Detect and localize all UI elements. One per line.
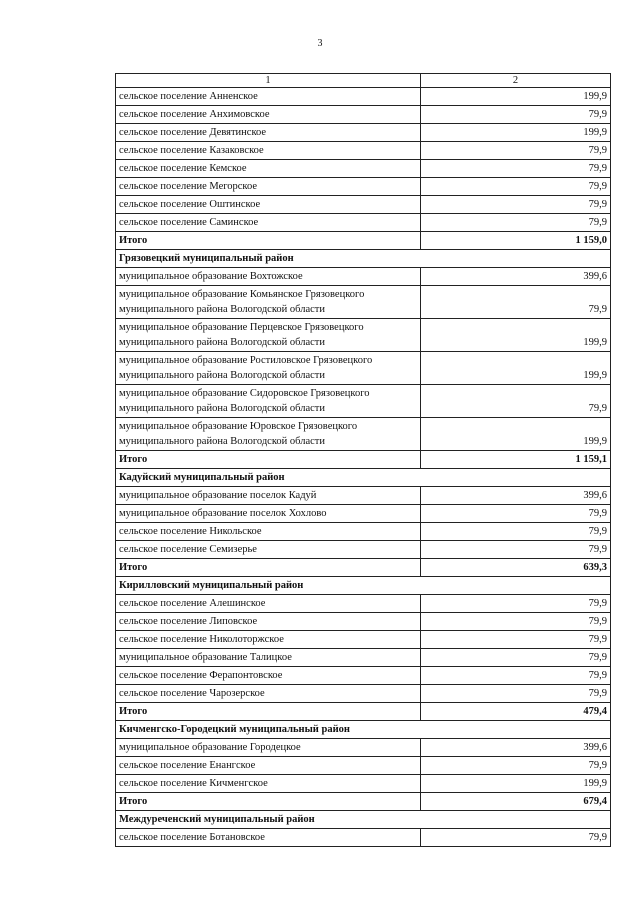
- table-row: [116, 757, 611, 775]
- amount-value: 79,9: [421, 160, 611, 178]
- total-row: [116, 559, 611, 577]
- settlement-name: сельское поселение Ферапонтовское: [116, 667, 421, 685]
- district-header-row: [116, 250, 611, 268]
- total-label: Итого: [116, 703, 421, 721]
- total-label: Итого: [116, 232, 421, 250]
- amount-value: 79,9: [421, 829, 611, 847]
- table-row: [116, 739, 611, 757]
- table-body: [116, 88, 611, 847]
- settlement-name: сельское поселение Оштинское: [116, 196, 421, 214]
- amount-value: 79,9: [421, 541, 611, 559]
- table-row: [116, 160, 611, 178]
- district-header-row: [116, 577, 611, 595]
- settlement-name: сельское поселение Ботановское: [116, 829, 421, 847]
- settlement-name: сельское поселение Казаковское: [116, 142, 421, 160]
- settlement-name: сельское поселение Алешинское: [116, 595, 421, 613]
- total-row: [116, 793, 611, 811]
- district-name: Кичменгско-Городецкий муниципальный район: [116, 721, 611, 739]
- amount-value: 79,9: [421, 385, 611, 418]
- settlement-name: сельское поселение Анненское: [116, 88, 421, 106]
- settlement-name: сельское поселение Семизерье: [116, 541, 421, 559]
- settlement-name: муниципальное образование поселок Кадуй: [116, 487, 421, 505]
- table-row: [116, 595, 611, 613]
- table-row: [116, 649, 611, 667]
- total-value: 639,3: [421, 559, 611, 577]
- district-name: Кадуйский муниципальный район: [116, 469, 611, 487]
- total-label: Итого: [116, 793, 421, 811]
- settlement-name: сельское поселение Кемское: [116, 160, 421, 178]
- district-header-row: [116, 721, 611, 739]
- settlement-name: муниципальное образование поселок Хохлово: [116, 505, 421, 523]
- amount-value: 79,9: [421, 667, 611, 685]
- settlement-name: муниципальное образование Перцевское Грязовецкого муниципального района Вологодской области: [116, 319, 421, 352]
- amount-value: 399,6: [421, 739, 611, 757]
- settlement-name: сельское поселение Девятинское: [116, 124, 421, 142]
- settlement-name: муниципальное образование Ростиловское Грязовецкого муниципального района Вологодской области: [116, 352, 421, 385]
- table-row: [116, 196, 611, 214]
- settlement-name: сельское поселение Николоторжское: [116, 631, 421, 649]
- amount-value: 399,6: [421, 268, 611, 286]
- table-row: [116, 631, 611, 649]
- amount-value: 79,9: [421, 142, 611, 160]
- settlement-name: сельское поселение Чарозерское: [116, 685, 421, 703]
- total-row: [116, 703, 611, 721]
- amount-value: 79,9: [421, 631, 611, 649]
- settlement-name: муниципальное образование Сидоровское Грязовецкого муниципального района Вологодской области: [116, 385, 421, 418]
- amount-value: 199,9: [421, 775, 611, 793]
- settlement-name: муниципальное образование Вохтожское: [116, 268, 421, 286]
- settlement-name: сельское поселение Саминское: [116, 214, 421, 232]
- allocation-table: [115, 73, 611, 847]
- settlement-name: сельское поселение Мегорское: [116, 178, 421, 196]
- settlement-name: муниципальное образование Комьянское Грязовецкого муниципального района Вологодской области: [116, 286, 421, 319]
- table-row: [116, 352, 611, 385]
- table-row: [116, 523, 611, 541]
- amount-value: 79,9: [421, 286, 611, 319]
- total-value: 679,4: [421, 793, 611, 811]
- total-value: 479,4: [421, 703, 611, 721]
- settlement-name: сельское поселение Кичменгское: [116, 775, 421, 793]
- table-row: [116, 286, 611, 319]
- settlement-name: муниципальное образование Городецкое: [116, 739, 421, 757]
- table-row: [116, 124, 611, 142]
- amount-value: 199,9: [421, 352, 611, 385]
- settlement-name: сельское поселение Никольское: [116, 523, 421, 541]
- amount-value: 199,9: [421, 124, 611, 142]
- amount-value: 79,9: [421, 595, 611, 613]
- amount-value: 79,9: [421, 196, 611, 214]
- table-row: [116, 829, 611, 847]
- table-row: [116, 178, 611, 196]
- district-header-row: [116, 469, 611, 487]
- table-row: [116, 418, 611, 451]
- settlement-name: сельское поселение Енангское: [116, 757, 421, 775]
- table-row: [116, 385, 611, 418]
- settlement-name: муниципальное образование Талицкое: [116, 649, 421, 667]
- settlement-name: сельское поселение Липовское: [116, 613, 421, 631]
- amount-value: 199,9: [421, 418, 611, 451]
- table-row: [116, 88, 611, 106]
- page-number: 3: [317, 38, 323, 49]
- column-header: 1: [116, 74, 421, 88]
- table-row: [116, 319, 611, 352]
- amount-value: 79,9: [421, 757, 611, 775]
- table-row: [116, 487, 611, 505]
- district-header-row: [116, 811, 611, 829]
- total-label: Итого: [116, 559, 421, 577]
- amount-value: 79,9: [421, 505, 611, 523]
- amount-value: 79,9: [421, 685, 611, 703]
- table-row: [116, 667, 611, 685]
- table-row: [116, 214, 611, 232]
- settlement-name: муниципальное образование Юровское Грязовецкого муниципального района Вологодской области: [116, 418, 421, 451]
- total-row: [116, 232, 611, 250]
- column-header: 2: [421, 74, 611, 88]
- table-row: [116, 613, 611, 631]
- table-row: [116, 268, 611, 286]
- district-name: Грязовецкий муниципальный район: [116, 250, 611, 268]
- total-value: 1 159,0: [421, 232, 611, 250]
- total-value: 1 159,1: [421, 451, 611, 469]
- district-name: Междуреченский муниципальный район: [116, 811, 611, 829]
- total-label: Итого: [116, 451, 421, 469]
- table-row: [116, 541, 611, 559]
- table-row: [116, 142, 611, 160]
- amount-value: 399,6: [421, 487, 611, 505]
- amount-value: 79,9: [421, 106, 611, 124]
- table-row: [116, 505, 611, 523]
- amount-value: 79,9: [421, 613, 611, 631]
- total-row: [116, 451, 611, 469]
- table-row: [116, 106, 611, 124]
- table-header-row: [116, 74, 611, 88]
- amount-value: 79,9: [421, 523, 611, 541]
- amount-value: 199,9: [421, 319, 611, 352]
- table-row: [116, 775, 611, 793]
- amount-value: 79,9: [421, 649, 611, 667]
- amount-value: 79,9: [421, 214, 611, 232]
- settlement-name: сельское поселение Анхимовское: [116, 106, 421, 124]
- amount-value: 79,9: [421, 178, 611, 196]
- district-name: Кирилловский муниципальный район: [116, 577, 611, 595]
- table-row: [116, 685, 611, 703]
- amount-value: 199,9: [421, 88, 611, 106]
